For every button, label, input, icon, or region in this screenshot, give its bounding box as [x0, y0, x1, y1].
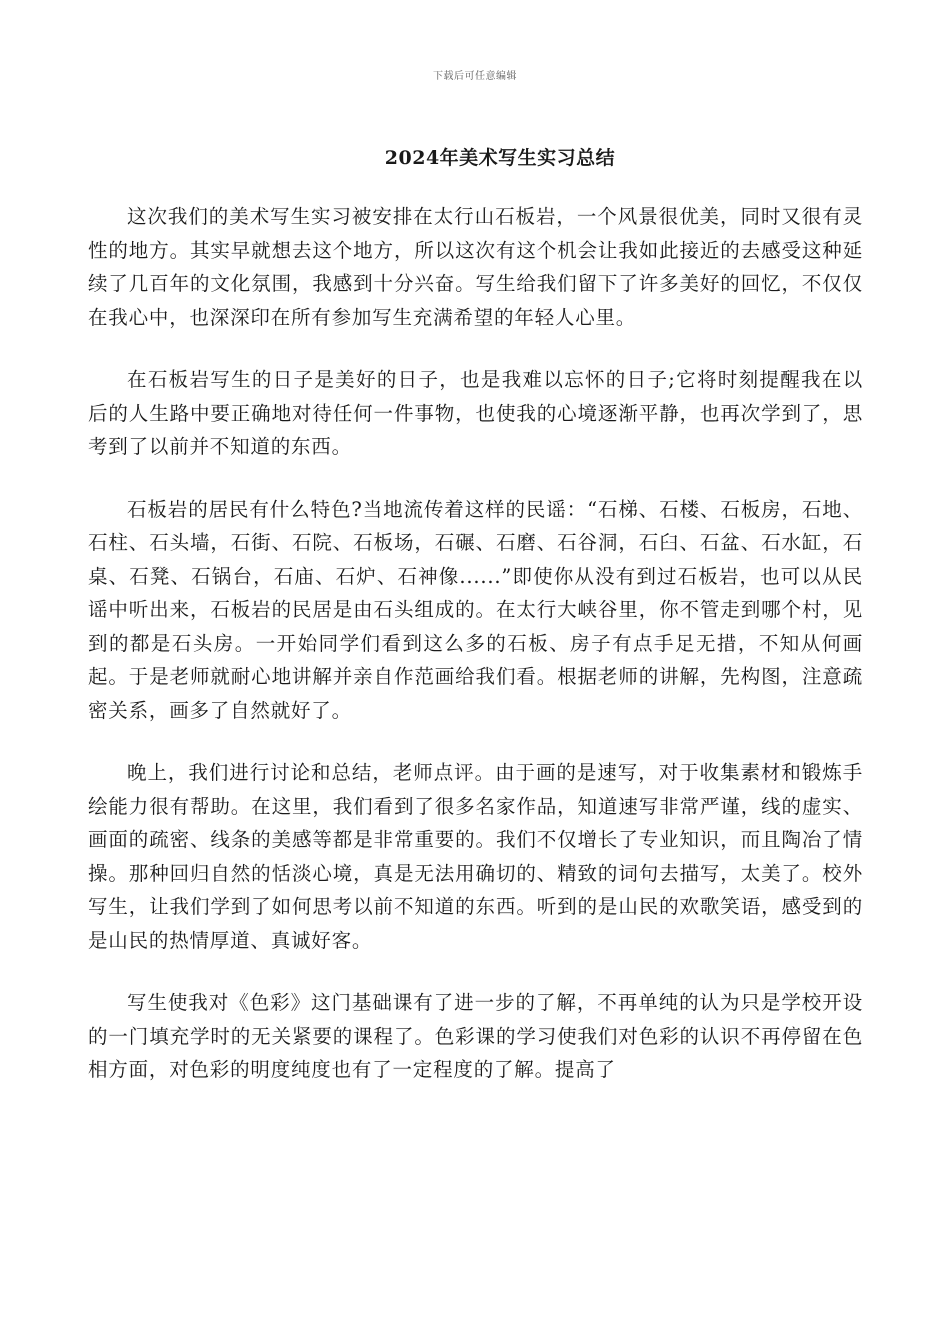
paragraph-5: 写生使我对《色彩》这门基础课有了进一步的了解，不再单纯的认为只是学校开设的一门填充学时的无关紧要的课程了。色彩课的学习使我们对色彩的认识不再停留在色相方面，对色彩的明度纯度也有了一定程度的了解。提高了	[88, 991, 863, 1081]
paragraph-1: 这次我们的美术写生实习被安排在太行山石板岩，一个风景很优美，同时又很有灵性的地方。其实早就想去这个地方，所以这次有这个机会让我如此接近的去感受这种延续了几百年的文化氛围，我感到十分兴奋。写生给我们留下了许多美好的回忆，不仅仅在我心中，也深深印在所有参加写生充满希望的年轻人心里。	[88, 205, 863, 329]
paragraph-4: 晚上，我们进行讨论和总结，老师点评。由于画的是速写，对于收集素材和锻炼手绘能力很有帮助。在这里，我们看到了很多名家作品，知道速写非常严谨，线的虚实、画面的疏密、线条的美感等都是非常重要的。我们不仅增长了专业知识，而且陶冶了情操。那种回归自然的恬淡心境，真是无法用确切的、精致的词句去描写，太美了。校外写生，让我们学到了如何思考以前不知道的东西。听到的是山民的欢歌笑语，感受到的是山民的热情厚道、真诚好客。	[88, 761, 863, 952]
document-body	[88, 200, 863, 1116]
header-note: 下载后可任意编辑	[433, 71, 517, 82]
paragraph-3: 石板岩的居民有什么特色?当地流传着这样的民谣：“石梯、石楼、石板房，石地、石柱、石头墙，石街、石院、石板场，石碾、石磨、石谷洞，石臼、石盆、石水缸，石桌、石凳、石锅台，石庙、石炉、石神像......”即使你从没有到过石板岩，也可以从民谣中听出来，石板岩的民居是由石头组成的。在太行大峡谷里，你不管走到哪个村，见到的都是石头房。一开始同学们看到这么多的石板、房子有点手足无措，不知从何画起。于是老师就耐心地讲解并亲自作范画给我们看。根据老师的讲解，先构图，注意疏密关系，画多了自然就好了。	[88, 497, 863, 722]
paragraph-2: 在石板岩写生的日子是美好的日子，也是我难以忘怀的日子;它将时刻提醒我在以后的人生路中要正确地对待任何一件事物，也使我的心境逐渐平静，也再次学到了，思考到了以前并不知道的东西。	[88, 368, 863, 458]
document-title: 2024年美术写生实习总结	[384, 147, 616, 169]
